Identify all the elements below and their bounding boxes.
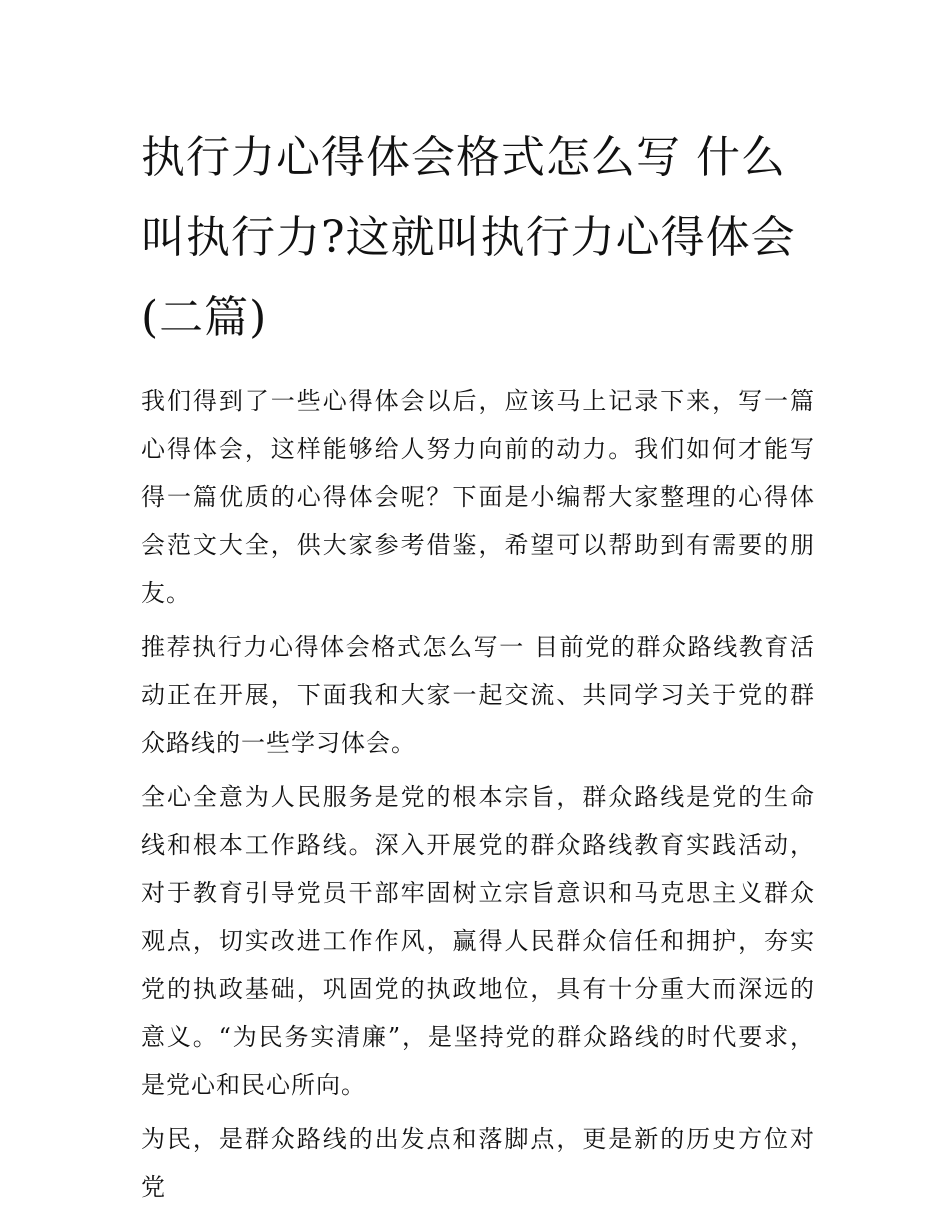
body-paragraph: 全心全意为人民服务是党的根本宗旨，群众路线是党的生命线和根本工作路线。深入开展党的群众路线教育实践活动，对于教育引导党员干部牢固树立宗旨意识和马克思主义群众观点，切实改进工作作风，赢得人民群众信任和拥护，夯实党的执政基础，巩固党的执政地位，具有十分重大而深远的意义。“为民务实清廉”，是坚持党的群众路线的时代要求，是党心和民心所向。: [141, 783, 815, 1099]
body-paragraph: 我们得到了一些心得体会以后，应该马上记录下来，写一篇心得体会，这样能够给人努力向前的动力。我们如何才能写得一篇优质的心得体会呢？下面是小编帮大家整理的心得体会范文大全，供大家参考借鉴，希望可以帮助到有需要的朋友。: [141, 387, 815, 607]
body-paragraph: 为民，是群众路线的出发点和落脚点，更是新的历史方位对党: [141, 1125, 815, 1201]
document-body: [141, 377, 815, 1211]
document-page: [141, 118, 815, 1217]
document-title: 执行力心得体会格式怎么写 什么叫执行力?这就叫执行力心得体会(二篇): [141, 132, 796, 343]
body-paragraph: 推荐执行力心得体会格式怎么写一 目前党的群众路线教育活动正在开展，下面我和大家一起交流、共同学习关于党的群众路线的一些学习体会。: [141, 633, 815, 757]
